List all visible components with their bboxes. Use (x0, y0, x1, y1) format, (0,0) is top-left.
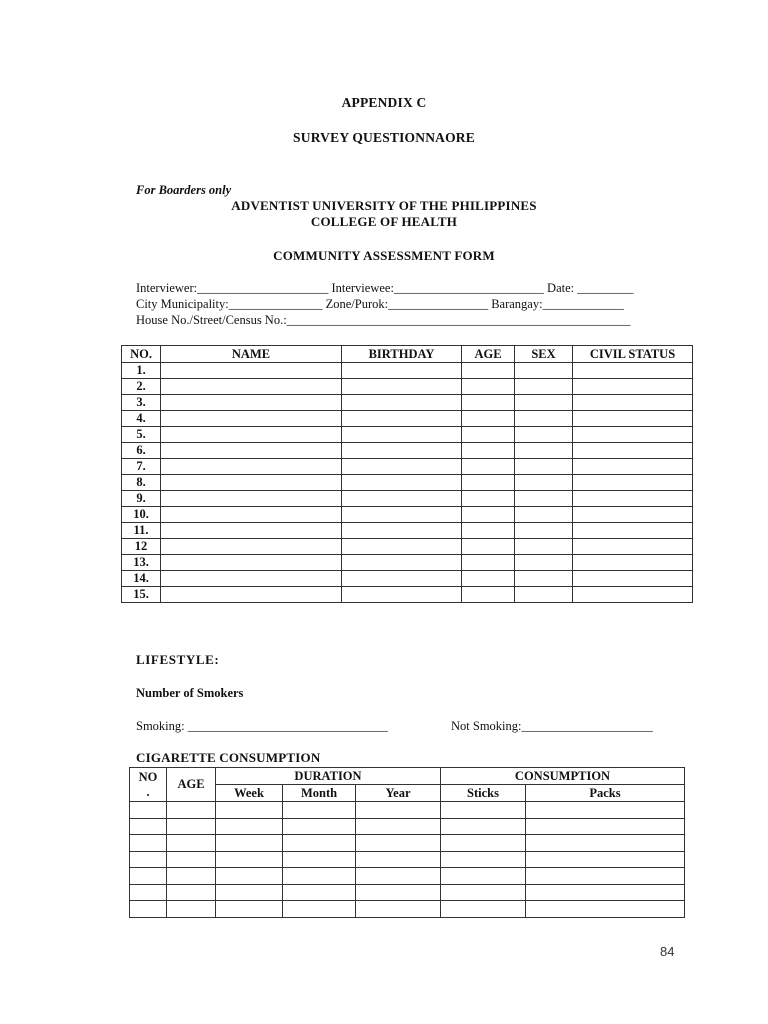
table-row (122, 443, 693, 459)
civil-status-cell[interactable] (573, 363, 693, 379)
birthday-cell[interactable] (342, 363, 462, 379)
not-smoking-field[interactable]: Not Smoking:_____________________ (451, 719, 653, 733)
row-number: 2. (122, 379, 161, 395)
name-cell[interactable] (161, 491, 342, 507)
civil-status-cell[interactable] (573, 395, 693, 411)
birthday-cell[interactable] (342, 443, 462, 459)
civil-status-cell[interactable] (573, 491, 693, 507)
sticks-cell[interactable] (441, 884, 526, 901)
cig-col-duration: DURATION (216, 768, 441, 785)
birthday-cell[interactable] (342, 491, 462, 507)
table-row (122, 507, 693, 523)
year-cell[interactable] (356, 901, 441, 918)
col-sex: SEX (515, 346, 573, 363)
age-cell[interactable] (167, 802, 216, 819)
name-cell[interactable] (161, 507, 342, 523)
age-cell[interactable] (167, 835, 216, 852)
row-number: 9. (122, 491, 161, 507)
packs-cell[interactable] (526, 802, 685, 819)
table-row (130, 802, 685, 819)
sex-cell[interactable] (515, 475, 573, 491)
civil-status-cell[interactable] (573, 587, 693, 603)
name-cell[interactable] (161, 443, 342, 459)
week-cell[interactable] (216, 835, 283, 852)
name-cell[interactable] (161, 587, 342, 603)
age-cell[interactable] (462, 523, 515, 539)
table-row (130, 884, 685, 901)
birthday-cell[interactable] (342, 459, 462, 475)
sex-cell[interactable] (515, 379, 573, 395)
table-row (130, 868, 685, 885)
age-cell[interactable] (462, 443, 515, 459)
birthday-cell[interactable] (342, 427, 462, 443)
age-cell[interactable] (462, 555, 515, 571)
table-row (122, 539, 693, 555)
age-cell[interactable] (462, 491, 515, 507)
col-name: NAME (161, 346, 342, 363)
no-cell[interactable] (130, 884, 167, 901)
table-row (122, 427, 693, 443)
survey-title: SURVEY QUESTIONNAORE (293, 130, 475, 145)
row-number: 1. (122, 363, 161, 379)
sex-cell[interactable] (515, 443, 573, 459)
age-cell[interactable] (167, 851, 216, 868)
year-cell[interactable] (356, 884, 441, 901)
age-cell[interactable] (462, 363, 515, 379)
age-cell[interactable] (462, 459, 515, 475)
month-cell[interactable] (283, 884, 356, 901)
age-cell[interactable] (462, 395, 515, 411)
row-number: 11. (122, 523, 161, 539)
cigarette-table (129, 767, 685, 918)
cig-header-row-1 (130, 768, 685, 785)
age-cell[interactable] (167, 901, 216, 918)
month-cell[interactable] (283, 901, 356, 918)
row-number: 13. (122, 555, 161, 571)
row-number: 3. (122, 395, 161, 411)
row-number: 10. (122, 507, 161, 523)
age-cell[interactable] (167, 818, 216, 835)
cigarette-heading: CIGARETTE CONSUMPTION (136, 750, 321, 765)
table-row (130, 818, 685, 835)
civil-status-cell[interactable] (573, 507, 693, 523)
week-cell[interactable] (216, 868, 283, 885)
name-cell[interactable] (161, 363, 342, 379)
sticks-cell[interactable] (441, 901, 526, 918)
month-cell[interactable] (283, 835, 356, 852)
no-cell[interactable] (130, 868, 167, 885)
age-cell[interactable] (462, 539, 515, 555)
name-cell[interactable] (161, 411, 342, 427)
week-cell[interactable] (216, 901, 283, 918)
table-row (122, 411, 693, 427)
sticks-cell[interactable] (441, 802, 526, 819)
table-row (122, 379, 693, 395)
cig-col-no-dot: . (146, 784, 150, 799)
table-row (122, 587, 693, 603)
table-row (122, 395, 693, 411)
civil-status-cell[interactable] (573, 443, 693, 459)
year-cell[interactable] (356, 802, 441, 819)
no-cell[interactable] (130, 835, 167, 852)
cig-col-consumption: CONSUMPTION (441, 768, 685, 785)
table-row (130, 901, 685, 918)
civil-status-cell[interactable] (573, 459, 693, 475)
age-cell[interactable] (167, 884, 216, 901)
row-number: 12 (122, 539, 161, 555)
birthday-cell[interactable] (342, 555, 462, 571)
appendix-label: APPENDIX C (341, 95, 427, 110)
table-row (130, 851, 685, 868)
row-number: 8. (122, 475, 161, 491)
row-number: 6. (122, 443, 161, 459)
age-cell[interactable] (462, 507, 515, 523)
cig-col-week: Week (216, 785, 283, 802)
age-cell[interactable] (462, 427, 515, 443)
name-cell[interactable] (161, 475, 342, 491)
birthday-cell[interactable] (342, 539, 462, 555)
cig-col-age: AGE (167, 768, 216, 802)
sticks-cell[interactable] (441, 835, 526, 852)
sex-cell[interactable] (515, 587, 573, 603)
cig-col-month: Month (283, 785, 356, 802)
location-line[interactable]: City Municipality:_______________ Zone/Purok:________________ Barangay:_____________ (136, 297, 624, 311)
sex-cell[interactable] (515, 459, 573, 475)
month-cell[interactable] (283, 851, 356, 868)
no-cell[interactable] (130, 851, 167, 868)
month-cell[interactable] (283, 818, 356, 835)
table-row (122, 523, 693, 539)
packs-cell[interactable] (526, 901, 685, 918)
age-cell[interactable] (462, 587, 515, 603)
birthday-cell[interactable] (342, 379, 462, 395)
name-cell[interactable] (161, 427, 342, 443)
sex-cell[interactable] (515, 427, 573, 443)
week-cell[interactable] (216, 851, 283, 868)
col-no: NO. (122, 346, 161, 363)
civil-status-cell[interactable] (573, 379, 693, 395)
table-row (122, 555, 693, 571)
packs-cell[interactable] (526, 868, 685, 885)
boarders-note: For Boarders only (136, 183, 232, 197)
name-cell[interactable] (161, 379, 342, 395)
cig-col-year: Year (356, 785, 441, 802)
table-row (122, 459, 693, 475)
no-cell[interactable] (130, 818, 167, 835)
col-birthday: BIRTHDAY (342, 346, 462, 363)
packs-cell[interactable] (526, 835, 685, 852)
sex-cell[interactable] (515, 507, 573, 523)
age-cell[interactable] (462, 571, 515, 587)
sex-cell[interactable] (515, 555, 573, 571)
age-cell[interactable] (462, 475, 515, 491)
lifestyle-heading: LIFESTYLE: (136, 652, 220, 667)
row-number: 4. (122, 411, 161, 427)
members-table (121, 345, 693, 603)
members-header-row (122, 346, 693, 363)
university-name: ADVENTIST UNIVERSITY OF THE PHILIPPINES (231, 198, 537, 213)
table-row (122, 363, 693, 379)
month-cell[interactable] (283, 868, 356, 885)
cig-col-no (130, 768, 167, 802)
civil-status-cell[interactable] (573, 555, 693, 571)
year-cell[interactable] (356, 868, 441, 885)
sex-cell[interactable] (515, 491, 573, 507)
birthday-cell[interactable] (342, 587, 462, 603)
table-row (122, 491, 693, 507)
row-number: 14. (122, 571, 161, 587)
cig-col-packs: Packs (526, 785, 685, 802)
sex-cell[interactable] (515, 363, 573, 379)
row-number: 7. (122, 459, 161, 475)
sex-cell[interactable] (515, 571, 573, 587)
week-cell[interactable] (216, 818, 283, 835)
civil-status-cell[interactable] (573, 571, 693, 587)
no-cell[interactable] (130, 901, 167, 918)
house-line[interactable]: House No./Street/Census No.:_______________________________________________________ (136, 313, 631, 327)
cig-col-sticks: Sticks (441, 785, 526, 802)
packs-cell[interactable] (526, 884, 685, 901)
name-cell[interactable] (161, 539, 342, 555)
form-title: COMMUNITY ASSESSMENT FORM (273, 248, 495, 263)
row-number: 5. (122, 427, 161, 443)
name-cell[interactable] (161, 459, 342, 475)
birthday-cell[interactable] (342, 507, 462, 523)
birthday-cell[interactable] (342, 475, 462, 491)
civil-status-cell[interactable] (573, 427, 693, 443)
sex-cell[interactable] (515, 411, 573, 427)
birthday-cell[interactable] (342, 571, 462, 587)
age-cell[interactable] (462, 411, 515, 427)
sex-cell[interactable] (515, 539, 573, 555)
age-cell[interactable] (462, 379, 515, 395)
sex-cell[interactable] (515, 523, 573, 539)
year-cell[interactable] (356, 835, 441, 852)
interviewer-line[interactable]: Interviewer:_____________________ Interviewee:________________________ Date: _________ (136, 281, 634, 295)
table-row (122, 475, 693, 491)
month-cell[interactable] (283, 802, 356, 819)
birthday-cell[interactable] (342, 523, 462, 539)
table-row (122, 571, 693, 587)
col-civil-status: CIVIL STATUS (573, 346, 693, 363)
age-cell[interactable] (167, 868, 216, 885)
packs-cell[interactable] (526, 818, 685, 835)
row-number: 15. (122, 587, 161, 603)
no-cell[interactable] (130, 802, 167, 819)
sticks-cell[interactable] (441, 868, 526, 885)
civil-status-cell[interactable] (573, 411, 693, 427)
smoking-field[interactable]: Smoking: ________________________________ (136, 719, 388, 733)
civil-status-cell[interactable] (573, 539, 693, 555)
birthday-cell[interactable] (342, 411, 462, 427)
table-row (130, 835, 685, 852)
smokers-heading: Number of Smokers (136, 686, 244, 700)
year-cell[interactable] (356, 818, 441, 835)
sex-cell[interactable] (515, 395, 573, 411)
col-age: AGE (462, 346, 515, 363)
name-cell[interactable] (161, 523, 342, 539)
birthday-cell[interactable] (342, 395, 462, 411)
week-cell[interactable] (216, 884, 283, 901)
sticks-cell[interactable] (441, 851, 526, 868)
civil-status-cell[interactable] (573, 523, 693, 539)
cig-col-no-label: NO (138, 769, 158, 784)
week-cell[interactable] (216, 802, 283, 819)
name-cell[interactable] (161, 555, 342, 571)
sticks-cell[interactable] (441, 818, 526, 835)
college-name: COLLEGE OF HEALTH (310, 214, 458, 229)
page-number: 84 (660, 944, 675, 959)
year-cell[interactable] (356, 851, 441, 868)
civil-status-cell[interactable] (573, 475, 693, 491)
name-cell[interactable] (161, 571, 342, 587)
packs-cell[interactable] (526, 851, 685, 868)
name-cell[interactable] (161, 395, 342, 411)
